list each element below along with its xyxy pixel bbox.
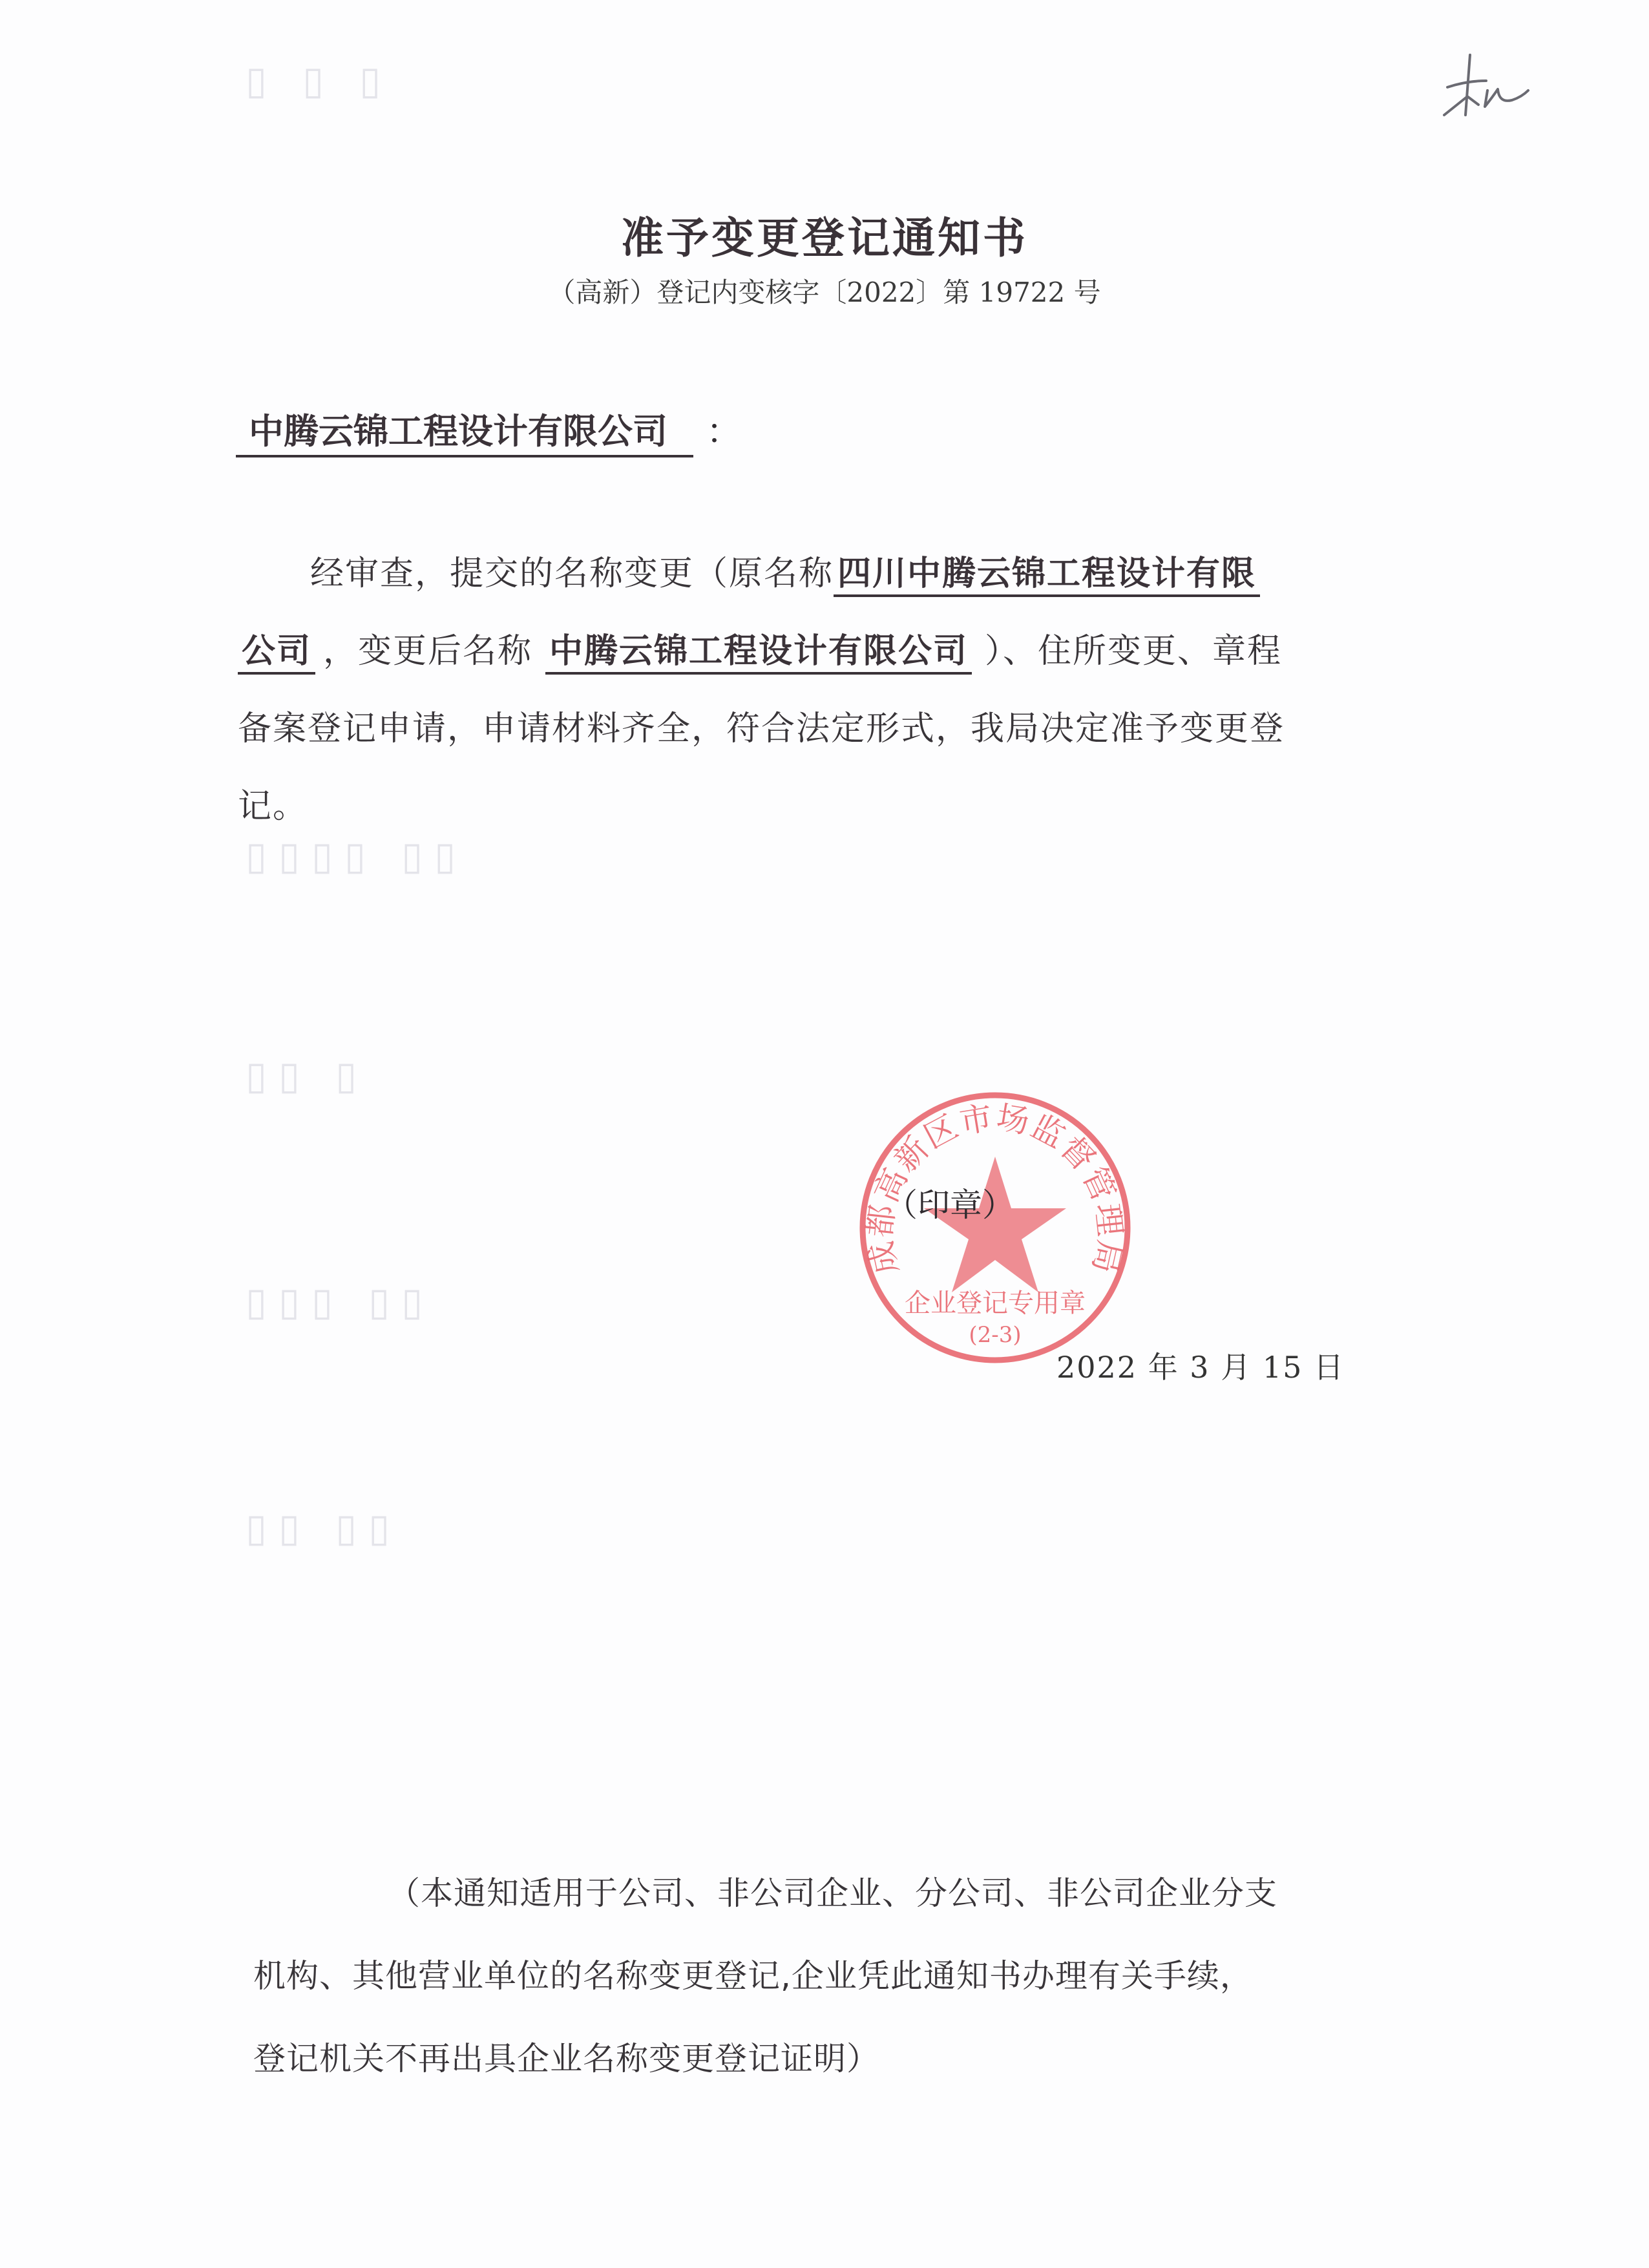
original-company-name: 四川中腾云锦工程设计有限 [834, 554, 1260, 597]
document-title: 准予变更登记通知书 [621, 213, 1028, 263]
bleed-through-mark: ▯▯ ▯ [246, 1053, 369, 1098]
bleed-through-mark: ▯▯ ▯▯ [246, 1506, 402, 1551]
svg-text:企业登记专用章: 企业登记专用章 [905, 1288, 1086, 1318]
handwritten-signature-icon [1434, 52, 1538, 123]
issue-date: 2022 年 3 月 15 日 [1056, 1350, 1345, 1385]
body-text: ，变更后名称 [323, 632, 533, 671]
body-line-3: 备案登记申请，申请材料齐全，符合法定形式，我局决定准予变更登 [238, 709, 1285, 748]
body-line-2 [238, 624, 1282, 672]
body-text: ）、住所变更、章程 [985, 632, 1283, 671]
addressee-company-name: 中腾云锦工程设计有限公司 [236, 404, 693, 457]
body-text: 经审查，提交的名称变更（原名称 [310, 554, 834, 593]
bleed-through-mark: ▯▯▯ ▯▯ [246, 1279, 435, 1325]
official-seal-icon [856, 1089, 1134, 1367]
seal-label: （印章） [885, 1186, 1014, 1224]
body-line-4: 记。 [238, 787, 308, 826]
new-company-name: 中腾云锦工程设计有限公司 [545, 632, 972, 675]
bleed-through-mark: ▯ ▯ ▯ [246, 58, 393, 103]
addressee [236, 404, 741, 457]
original-company-name-continued: 公司 [238, 632, 315, 675]
svg-text:(2-3): (2-3) [969, 1322, 1022, 1348]
footer-note-line-1: （本通知适用于公司、非公司企业、分公司、非公司企业分支 [388, 1874, 1277, 1912]
footer-note-line-2: 机构、其他营业单位的名称变更登记,企业凭此通知书办理有关手续， [253, 1957, 1253, 1995]
bleed-through-mark: ▯▯▯▯ ▯▯ [246, 834, 468, 879]
body-line-1 [310, 546, 1260, 594]
footer-note-line-3: 登记机关不再出具企业名称变更登记证明） [253, 2040, 879, 2077]
document-number: （高新）登记内变核字〔2022〕第 19722 号 [548, 277, 1101, 308]
svg-text:成都高新区市场监督管理局: 成都高新区市场监督管理局 [861, 1098, 1129, 1278]
addressee-colon: ： [706, 411, 741, 452]
